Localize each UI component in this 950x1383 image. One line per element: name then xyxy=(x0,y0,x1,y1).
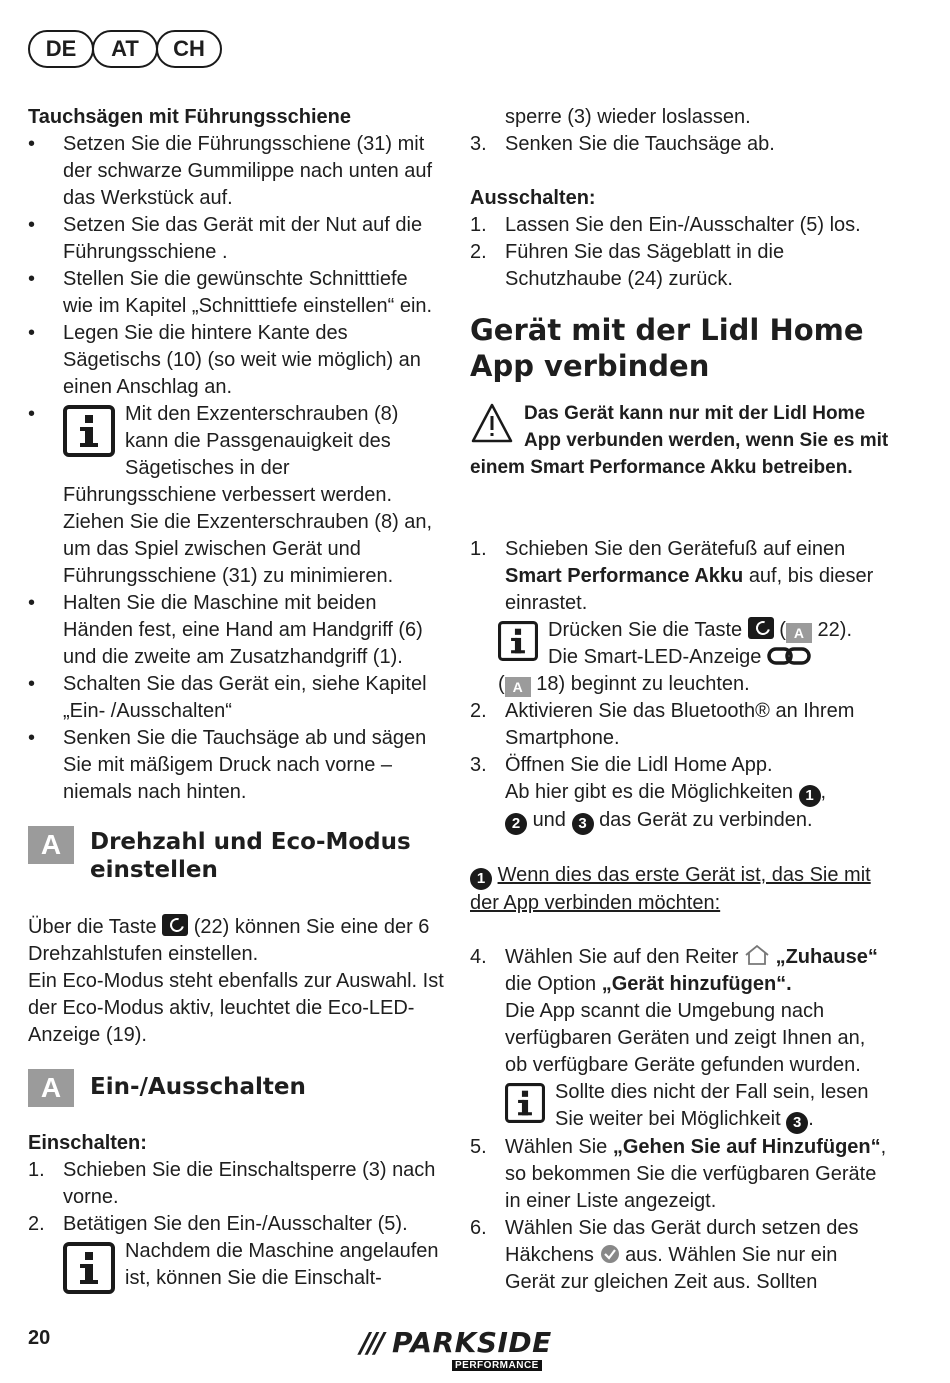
warning-block: Das Gerät kann nur mit der Lidl Home App verbunden werden, wenn Sie es mit einem Smart Performance Akku betreiben. xyxy=(470,403,889,478)
speed-key-icon xyxy=(162,914,188,936)
list-item: 2. Führen Sie das Sägeblatt in die Schutzhaube (24) zurück. xyxy=(470,241,785,290)
list-item: 6. Wählen Sie das Gerät durch setzen des Häkchens aus. Wählen Sie nur ein Gerät zur gleichen Zeit aus. Sollten xyxy=(470,1217,859,1293)
page-heading: Gerät mit der Lidl Home App verbinden xyxy=(470,313,864,383)
info-icon xyxy=(505,1083,545,1123)
figure-a-small-badge: A xyxy=(505,677,531,697)
list-item: • Legen Sie die hintere Kante des Sägetischs (10) (so weit wie möglich) an einen Anschlag an. xyxy=(28,322,421,398)
section-heading-ein-aus: A Ein-/Ausschalten xyxy=(28,1069,448,1107)
list-item: 2. Aktivieren Sie das Bluetooth® an Ihrem Smartphone. xyxy=(470,700,855,749)
list-item: • Schalten Sie das Gerät ein, siehe Kapitel „Ein- /Ausschalten“ xyxy=(28,673,427,722)
warning-icon xyxy=(470,402,514,444)
home-icon xyxy=(744,944,770,966)
connect-steps: 1. Schieben Sie den Gerätefuß auf einen Smart Performance Akku auf, bis dieser einrastet. Drücken Sie die Taste ( A 22). Die Smart-LED-Anzeige ( A 18) beginnt zu leuchten. 2. Aktivieren Sie das Bluetooth® an Ihrem Smartphone. 3. Öffnen Sie die Lidl Home App. Ab hier gibt es die Möglichkeiten 1 , 2 und 3 das Gerät zu verbinden. 1 Wenn dies das erste Gerät ist, das Sie mit der App verbinden möchten: 4. Wählen Sie auf den Reiter „Zuhause“ die Option „Gerät hinzufügen“. Die App scannt die Umgebung nach verfügbaren Geräten und zeigt Ihnen an, ob verfügbare Geräte gefunden wurden. Sollte dies nicht der Fall sein, lesen Sie weiter bei Möglichkeit 3 . 5. Wählen Sie „Gehen Sie auf Hinzufügen“, so bekommen Sie die verfügbaren Geräte in einer Liste angezeigt. 6. Wählen Sie das Gerät durch setzen des Häkchens aus. Wählen Sie nur ein Gerät zur gleichen Zeit aus. Sollten xyxy=(470,536,890,1296)
section-title: Tauchsägen mit Führungsschiene xyxy=(28,106,352,128)
list-item: 3. Öffnen Sie die Lidl Home App. Ab hier gibt es die Möglichkeiten 1 , 2 und 3 das Gerät zu verbinden. xyxy=(470,752,890,835)
figure-a-badge: A xyxy=(28,826,74,864)
language-badges xyxy=(28,30,220,68)
option-3-icon: 3 xyxy=(572,813,594,835)
list-item: 1. Lassen Sie den Ein-/Ausschalter (5) los. xyxy=(470,214,861,236)
list-item: • Setzen Sie die Führungsschiene (31) mit der schwarze Gummilippe nach unten auf das Werkstück auf. xyxy=(28,133,433,209)
info-icon xyxy=(498,621,538,661)
list-item: • Setzen Sie das Gerät mit der Nut auf die Führungsschiene . xyxy=(28,214,423,263)
option-1-icon: 1 xyxy=(470,868,492,890)
list-item: 3. Senken Sie die Tauchsäge ab. xyxy=(470,133,775,155)
einschalten-block: Einschalten: 1. Schieben Sie die Einschaltsperre (3) nach vorne. 2. Betätigen Sie den Ein-/Ausschalter (5). Nachdem die Maschine angelaufen ist, können Sie die Einschalt- xyxy=(28,1130,448,1294)
link-icon xyxy=(767,645,811,667)
option-2-icon: 2 xyxy=(505,813,527,835)
info-block: Drücken Sie die Taste ( A 22). Die Smart-LED-Anzeige ( A 18) beginnt zu leuchten. xyxy=(498,619,852,695)
list-item: 1. Schieben Sie den Gerätefuß auf einen Smart Performance Akku auf, bis dieser einrastet. xyxy=(470,538,874,614)
lang-de: DE xyxy=(28,30,94,68)
figure-a-badge: A xyxy=(28,1069,74,1107)
info-icon xyxy=(63,405,115,457)
page-number: 20 xyxy=(28,1327,51,1349)
info-icon xyxy=(63,1242,115,1294)
option-3-icon: 3 xyxy=(786,1112,808,1134)
list-item: 5. Wählen Sie „Gehen Sie auf Hinzufügen“, so bekommen Sie die verfügbaren Geräte in einer Liste angezeigt. xyxy=(470,1136,887,1212)
list-item: • Stellen Sie die gewünschte Schnitttiefe wie im Kapitel „Schnitttiefe einstellen“ ein. xyxy=(28,268,433,317)
section-heading-drehzahl: A Drehzahl und Eco-Modus einstellen xyxy=(28,826,448,864)
list-item: • Halten Sie die Maschine mit beiden Händen fest, eine Hand am Handgriff (6) und die zweite am Zusatzhandgriff (1). xyxy=(28,592,423,668)
figure-a-small-badge: A xyxy=(786,623,812,643)
list-item: • Senken Sie die Tauchsäge ab und sägen Sie mit mäßigem Druck nach vorne – niemals nach hinten. xyxy=(28,727,427,803)
checkmark-icon xyxy=(600,1244,620,1264)
drehzahl-text: Über die Taste (22) können Sie eine der 6 Drehzahlstufen einstellen. Ein Eco-Modus steht ebenfalls zur Auswahl. Ist der Eco-Modus aktiv, leuchtet die Eco-LED-Anzeige (19). xyxy=(28,916,444,1046)
smart-key-icon xyxy=(748,617,774,639)
list-item: 2. Betätigen Sie den Ein-/Ausschalter (5). xyxy=(28,1213,408,1235)
left-column xyxy=(28,104,443,806)
list-item: 1. Schieben Sie die Einschaltsperre (3) nach vorne. xyxy=(28,1159,436,1208)
list-item: 4. Wählen Sie auf den Reiter „Zuhause“ die Option „Gerät hinzufügen“. Die App scannt die Umgebung nach verfügbaren Geräten und zeigt Ihnen an, ob verfügbare Geräte gefunden wurden. Sollte dies nicht der Fall sein, lesen Sie weiter bei Möglichkeit 3 . xyxy=(470,944,890,1134)
option-1-icon: 1 xyxy=(799,785,821,807)
lang-ch: CH xyxy=(156,30,222,68)
right-column-top: sperre (3) wieder loslassen. 3. Senken Sie die Tauchsäge ab. Ausschalten: 1. Lassen Sie den Ein-/Ausschalter (5) los. 2. Führen Sie das Sägeblatt in die Schutzhaube (24) zurück. xyxy=(470,104,890,293)
list-item: • Mit den Exzenterschrauben (8) kann die Passgenauigkeit des Sägetisches in der Führungsschiene verbessert werden. Ziehen Sie die Exzenterschrauben (8) an, um das Spiel zwischen Gerät und Führungsschiene (31) zu minimieren. xyxy=(28,403,433,587)
lang-at: AT xyxy=(92,30,158,68)
parkside-logo: /// PARKSIDE PERFORMANCE xyxy=(360,1326,552,1371)
